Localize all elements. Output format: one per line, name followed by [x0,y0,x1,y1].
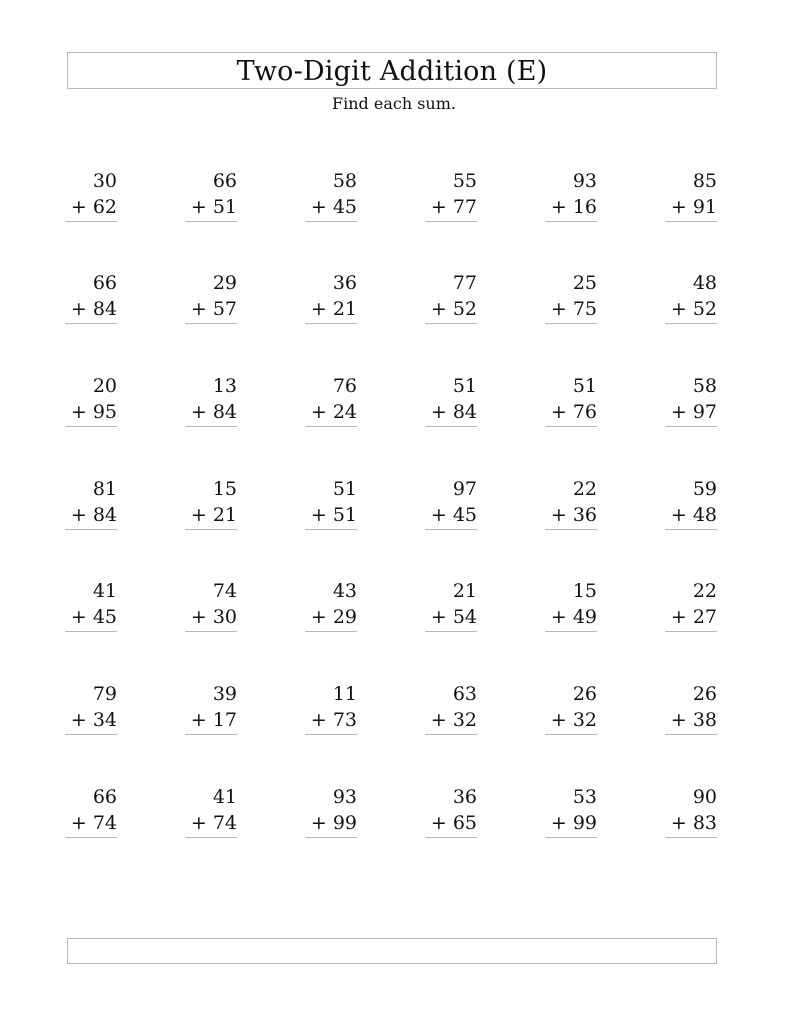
addend-bottom [311,504,357,526]
addend-bottom-value: 49 [572,606,597,628]
answer-line [425,323,477,324]
addend-bottom-value: 34 [92,709,117,731]
addend-bottom-value: 21 [332,298,357,320]
problem [665,683,717,735]
page-title: Two-Digit Addition (E) [236,56,548,87]
addend-top: 90 [692,786,717,808]
plus-sign: + [550,196,567,218]
problem [65,580,117,632]
problem [665,272,717,324]
problem [305,170,357,222]
plus-sign: + [430,606,447,628]
problem [305,786,357,838]
plus-sign: + [670,504,687,526]
problem [425,580,477,632]
answer-line [545,221,597,222]
addend-bottom [71,606,117,628]
answer-line [545,426,597,427]
addend-bottom-value: 45 [332,196,357,218]
problem [425,478,477,530]
addend-bottom [71,812,117,834]
plus-sign: + [550,709,567,731]
answer-line [65,734,117,735]
addend-top: 93 [572,170,597,192]
plus-sign: + [70,812,87,834]
addend-bottom [431,504,477,526]
answer-line [665,323,717,324]
addend-bottom-value: 27 [692,606,717,628]
plus-sign: + [190,606,207,628]
addend-bottom [191,401,237,423]
answer-line [425,529,477,530]
addend-top: 66 [92,786,117,808]
addend-top: 77 [452,272,477,294]
addend-top: 22 [572,478,597,500]
addend-top: 66 [92,272,117,294]
addend-top: 59 [692,478,717,500]
problem [545,478,597,530]
problem [305,375,357,427]
problem [305,580,357,632]
plus-sign: + [190,709,207,731]
plus-sign: + [310,812,327,834]
answer-line [65,529,117,530]
addend-bottom [671,401,717,423]
answer-line [305,529,357,530]
answer-line [425,734,477,735]
plus-sign: + [550,812,567,834]
problem [185,683,237,735]
problem [665,786,717,838]
plus-sign: + [670,196,687,218]
plus-sign: + [550,606,567,628]
addend-bottom [431,709,477,731]
problem [185,375,237,427]
addend-bottom-value: 51 [332,504,357,526]
addend-bottom-value: 77 [452,196,477,218]
addend-bottom [311,606,357,628]
addend-bottom-value: 54 [452,606,477,628]
addend-bottom-value: 74 [92,812,117,834]
problem [425,683,477,735]
addend-top: 76 [332,375,357,397]
addend-bottom-value: 74 [212,812,237,834]
addend-bottom [551,196,597,218]
addend-bottom-value: 48 [692,504,717,526]
addend-bottom-value: 24 [332,401,357,423]
addend-bottom-value: 16 [572,196,597,218]
addend-bottom [191,606,237,628]
addend-top: 79 [92,683,117,705]
plus-sign: + [430,401,447,423]
addend-bottom-value: 65 [452,812,477,834]
addend-top: 21 [452,580,477,602]
plus-sign: + [670,298,687,320]
addend-bottom-value: 52 [692,298,717,320]
problem [65,683,117,735]
addend-top: 15 [572,580,597,602]
problem [545,786,597,838]
plus-sign: + [310,196,327,218]
problem [545,170,597,222]
addend-bottom-value: 29 [332,606,357,628]
addend-bottom [191,709,237,731]
addend-bottom [191,812,237,834]
plus-sign: + [190,401,207,423]
addend-top: 15 [212,478,237,500]
addend-bottom-value: 95 [92,401,117,423]
addend-bottom [191,504,237,526]
addend-bottom [431,812,477,834]
plus-sign: + [310,606,327,628]
addend-top: 58 [332,170,357,192]
addend-bottom-value: 32 [572,709,597,731]
answer-line [425,426,477,427]
answer-line [545,323,597,324]
answer-line [305,221,357,222]
addend-top: 85 [692,170,717,192]
problem [545,375,597,427]
addend-bottom [431,606,477,628]
addend-top: 53 [572,786,597,808]
addend-bottom [311,298,357,320]
addend-bottom-value: 45 [452,504,477,526]
plus-sign: + [430,298,447,320]
addend-bottom [311,196,357,218]
problem [185,170,237,222]
addend-bottom-value: 17 [212,709,237,731]
plus-sign: + [670,709,687,731]
addend-bottom [71,504,117,526]
addend-bottom [551,298,597,320]
plus-sign: + [70,606,87,628]
instructions: Find each sum. [332,94,456,113]
addend-top: 58 [692,375,717,397]
addend-bottom-value: 38 [692,709,717,731]
addend-bottom-value: 36 [572,504,597,526]
problem [65,478,117,530]
addend-bottom-value: 84 [92,504,117,526]
answer-line [665,631,717,632]
addend-top: 29 [212,272,237,294]
plus-sign: + [70,504,87,526]
problem [305,683,357,735]
addend-top: 51 [572,375,597,397]
answer-line [65,323,117,324]
answer-line [65,631,117,632]
addend-bottom [551,401,597,423]
answer-line [185,323,237,324]
addend-bottom [671,504,717,526]
answer-line [305,734,357,735]
answer-line [665,426,717,427]
answer-line [305,837,357,838]
addend-bottom-value: 62 [92,196,117,218]
plus-sign: + [670,606,687,628]
addend-top: 41 [212,786,237,808]
addend-bottom-value: 30 [212,606,237,628]
problem [185,478,237,530]
addend-bottom [71,196,117,218]
answer-line [65,837,117,838]
answer-line [65,221,117,222]
addend-bottom [431,196,477,218]
addend-bottom-value: 83 [692,812,717,834]
problem [425,375,477,427]
problem [65,786,117,838]
addend-bottom [71,401,117,423]
answer-line [305,631,357,632]
problem [665,170,717,222]
plus-sign: + [670,401,687,423]
addend-bottom-value: 99 [572,812,597,834]
answer-line [545,837,597,838]
addend-bottom [671,196,717,218]
addend-bottom [311,709,357,731]
addend-bottom-value: 76 [572,401,597,423]
addend-top: 97 [452,478,477,500]
plus-sign: + [550,401,567,423]
addend-bottom-value: 52 [452,298,477,320]
problem [185,580,237,632]
addend-bottom [311,401,357,423]
addend-bottom-value: 84 [212,401,237,423]
answer-line [545,631,597,632]
addend-top: 55 [452,170,477,192]
answer-line [425,837,477,838]
answer-line [305,323,357,324]
problem [305,478,357,530]
answer-line [65,426,117,427]
footer-box [67,938,717,964]
addend-top: 41 [92,580,117,602]
addend-bottom [671,812,717,834]
addend-bottom [671,298,717,320]
addend-bottom [671,709,717,731]
problem [425,786,477,838]
problem [665,478,717,530]
addend-top: 66 [212,170,237,192]
addend-bottom [191,298,237,320]
addend-bottom-value: 51 [212,196,237,218]
answer-line [665,837,717,838]
addend-bottom [71,709,117,731]
answer-line [545,734,597,735]
addend-top: 22 [692,580,717,602]
plus-sign: + [70,196,87,218]
addend-bottom-value: 91 [692,196,717,218]
addend-bottom [431,401,477,423]
plus-sign: + [190,812,207,834]
plus-sign: + [550,504,567,526]
addend-top: 63 [452,683,477,705]
addend-bottom [551,709,597,731]
addend-top: 51 [332,478,357,500]
problem [185,272,237,324]
plus-sign: + [430,504,447,526]
addend-bottom [551,504,597,526]
answer-line [665,734,717,735]
addend-bottom [311,812,357,834]
problem [65,375,117,427]
answer-line [425,221,477,222]
problem [665,375,717,427]
addend-top: 11 [332,683,357,705]
problem [545,272,597,324]
addend-bottom-value: 21 [212,504,237,526]
answer-line [185,426,237,427]
addend-top: 36 [332,272,357,294]
addend-top: 81 [92,478,117,500]
addend-top: 20 [92,375,117,397]
addend-bottom [551,606,597,628]
plus-sign: + [70,401,87,423]
problem [65,272,117,324]
addend-top: 39 [212,683,237,705]
answer-line [185,631,237,632]
plus-sign: + [550,298,567,320]
addend-top: 30 [92,170,117,192]
addend-top: 25 [572,272,597,294]
addend-top: 26 [692,683,717,705]
plus-sign: + [310,504,327,526]
addend-bottom [191,196,237,218]
addend-bottom-value: 84 [452,401,477,423]
plus-sign: + [190,298,207,320]
plus-sign: + [70,709,87,731]
addend-top: 26 [572,683,597,705]
answer-line [545,529,597,530]
addend-bottom [431,298,477,320]
plus-sign: + [310,401,327,423]
answer-line [665,529,717,530]
addend-top: 48 [692,272,717,294]
addend-bottom [671,606,717,628]
answer-line [185,529,237,530]
addend-bottom-value: 73 [332,709,357,731]
plus-sign: + [430,812,447,834]
problem [665,580,717,632]
plus-sign: + [430,196,447,218]
plus-sign: + [190,196,207,218]
problem [425,170,477,222]
plus-sign: + [70,298,87,320]
addend-bottom-value: 45 [92,606,117,628]
addend-bottom-value: 99 [332,812,357,834]
addend-top: 93 [332,786,357,808]
addend-bottom-value: 97 [692,401,717,423]
addend-top: 43 [332,580,357,602]
answer-line [185,221,237,222]
plus-sign: + [310,709,327,731]
answer-line [185,734,237,735]
answer-line [305,426,357,427]
addend-top: 51 [452,375,477,397]
problem [545,580,597,632]
problem [305,272,357,324]
answer-line [425,631,477,632]
addend-bottom-value: 75 [572,298,597,320]
plus-sign: + [310,298,327,320]
answer-line [665,221,717,222]
plus-sign: + [430,709,447,731]
problem [545,683,597,735]
addend-bottom-value: 57 [212,298,237,320]
addend-bottom [71,298,117,320]
problem [65,170,117,222]
addend-bottom-value: 32 [452,709,477,731]
answer-line [185,837,237,838]
addend-top: 13 [212,375,237,397]
plus-sign: + [670,812,687,834]
plus-sign: + [190,504,207,526]
addend-bottom-value: 84 [92,298,117,320]
addend-bottom [551,812,597,834]
problem [425,272,477,324]
addend-top: 74 [212,580,237,602]
addend-top: 36 [452,786,477,808]
problem [185,786,237,838]
